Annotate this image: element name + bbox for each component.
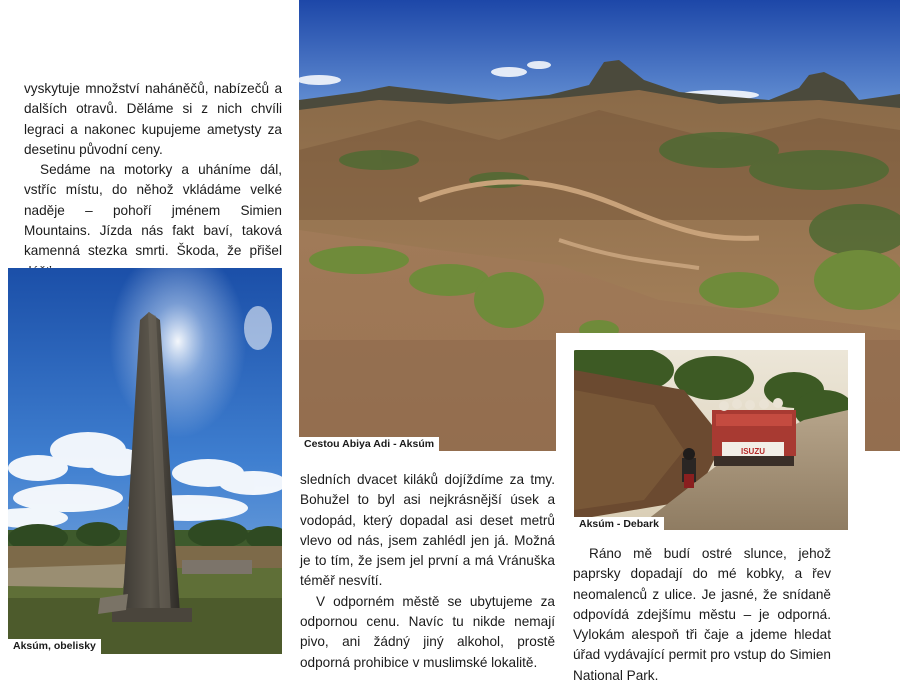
obelisk-photo (8, 268, 282, 654)
truck-sign-text: ISUZU (741, 447, 765, 456)
paragraph: Sedáme na motorky a uháníme dál, vstříc místu, do něhož vkládáme velké naděje – pohoří jménem Simien Mountains. Jízda nás fakt baví, taková kamenná stezka smrti. Škoda, že přišel (24, 162, 282, 259)
obelisk-caption: Aksúm, obelisky (8, 639, 101, 654)
landscape-caption: Cestou Abiya Adi - Aksúm (299, 437, 439, 452)
motorbike (682, 448, 696, 488)
road-caption: Aksúm - Debark (574, 517, 664, 532)
right-text-column (573, 544, 831, 686)
left-text-column (24, 79, 282, 282)
obelisk-illustration (8, 268, 282, 654)
paragraph: sledních dvacet kiláků dojíždíme za tmy. Bohužel to byl asi nejkrásnější úsek a vodopád, který dopadal asi deset metrů vlevo od nás, jsem zahlédl jen já. Možná je to tím, že jsem jel první a má Vránuška téměř nesvítí. (300, 472, 555, 589)
road-illustration (574, 350, 848, 530)
road-photo (574, 350, 848, 530)
paragraph: Ráno mě budí ostré slunce, jehož paprsky dopadají do mé kobky, a řev neomalenců z ulice. Je jasné, že snídaně odpovídá zdejšímu městu – je odporná. Vylokám alespoň tři čaje a jdeme hledat úřad vydávající permit pro vstup do Simien National Park. (573, 546, 831, 683)
middle-text-column (300, 470, 555, 673)
paragraph: vyskytuje množství naháněčů, nabízečů a dalších otravů. Děláme si z nich chvíli legraci a nakonec kupujeme ametysty za desetinu původní ceny. (24, 81, 282, 157)
paragraph: V odporném městě se ubytujeme za odpornou cenu. Navíc tu nikde nemají pivo, ani žádný jiný alkohol, prostě odporná prohibice v muslimské lokalitě. (300, 593, 555, 670)
